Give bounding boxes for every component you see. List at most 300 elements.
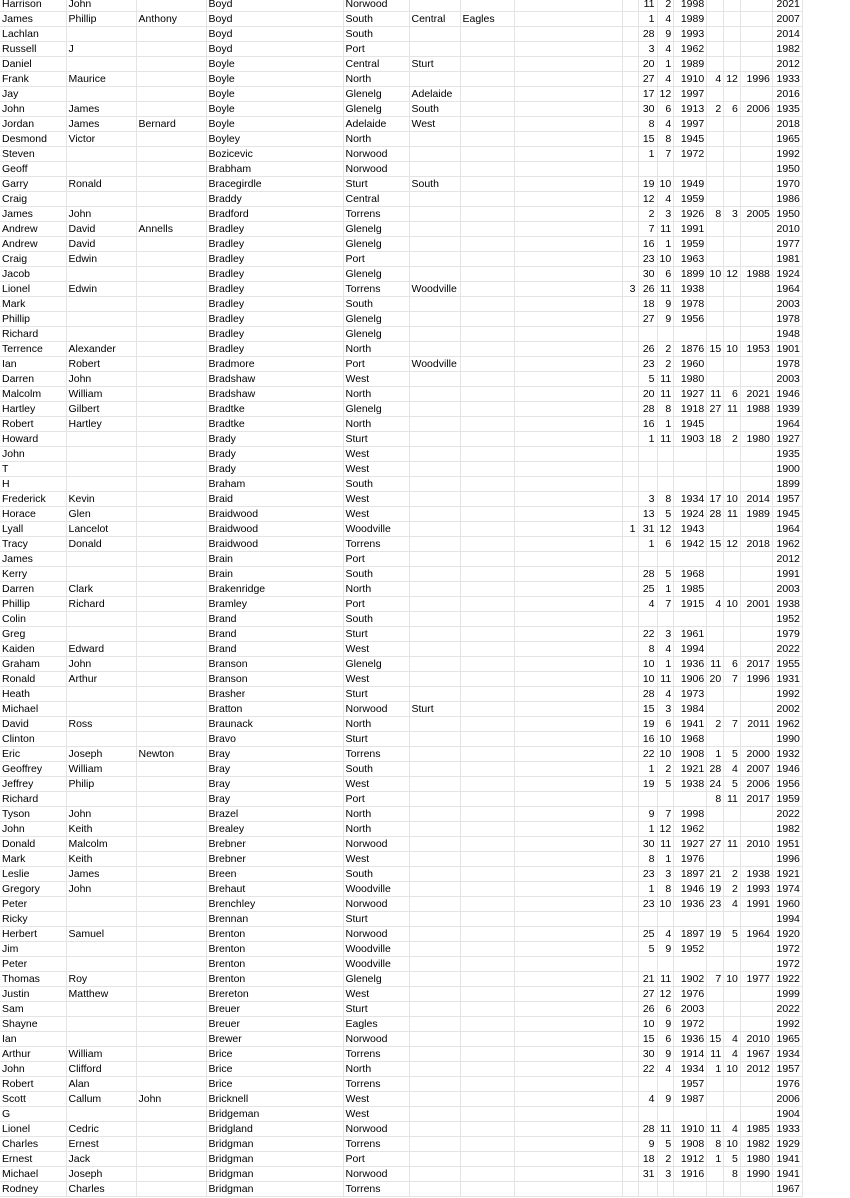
table-cell[interactable]: Bradley	[206, 327, 343, 342]
table-cell[interactable]	[460, 462, 514, 477]
table-cell[interactable]	[707, 942, 724, 957]
table-cell[interactable]	[136, 357, 206, 372]
table-cell[interactable]: 1991	[740, 897, 772, 912]
table-cell[interactable]: 19	[638, 177, 657, 192]
table-cell[interactable]: Sturt	[343, 687, 409, 702]
table-cell[interactable]: 2014	[772, 27, 802, 42]
table-cell[interactable]	[724, 447, 741, 462]
table-cell[interactable]: South	[343, 27, 409, 42]
table-cell[interactable]: 26	[638, 1002, 657, 1017]
table-cell[interactable]: 30	[638, 837, 657, 852]
table-cell[interactable]	[622, 1137, 638, 1152]
table-cell[interactable]: 1	[638, 822, 657, 837]
table-cell[interactable]	[622, 792, 638, 807]
table-cell[interactable]	[724, 987, 741, 1002]
table-cell[interactable]: 1980	[674, 372, 707, 387]
table-cell[interactable]: 1959	[674, 237, 707, 252]
table-cell[interactable]	[136, 162, 206, 177]
table-cell[interactable]	[460, 1092, 514, 1107]
table-cell[interactable]: Bradmore	[206, 357, 343, 372]
table-cell[interactable]: 12	[657, 822, 674, 837]
table-cell[interactable]: South	[343, 567, 409, 582]
table-cell[interactable]	[707, 57, 724, 72]
table-cell[interactable]: 1913	[674, 102, 707, 117]
table-cell[interactable]	[409, 0, 460, 12]
table-cell[interactable]	[622, 507, 638, 522]
table-cell[interactable]: 1910	[674, 1122, 707, 1137]
table-cell[interactable]: 7	[657, 807, 674, 822]
table-cell[interactable]: Bradtke	[206, 402, 343, 417]
table-cell[interactable]: Breuer	[206, 1002, 343, 1017]
table-cell[interactable]: Woodville	[409, 282, 460, 297]
table-cell[interactable]	[409, 657, 460, 672]
table-cell[interactable]: 2002	[772, 702, 802, 717]
table-cell[interactable]	[657, 1077, 674, 1092]
table-cell[interactable]: 1982	[772, 42, 802, 57]
table-cell[interactable]: Braunack	[206, 717, 343, 732]
table-cell[interactable]	[460, 222, 514, 237]
table-cell[interactable]: 2	[638, 207, 657, 222]
table-cell[interactable]: Bradley	[206, 297, 343, 312]
table-cell[interactable]: Bradley	[206, 267, 343, 282]
table-cell[interactable]	[707, 1092, 724, 1107]
table-cell[interactable]: 1996	[772, 852, 802, 867]
table-cell[interactable]	[622, 1122, 638, 1137]
table-cell[interactable]: 3	[657, 1167, 674, 1182]
table-cell[interactable]: Phillip	[0, 597, 66, 612]
table-cell[interactable]: Lionel	[0, 1122, 66, 1137]
table-cell[interactable]	[409, 462, 460, 477]
table-cell[interactable]	[409, 132, 460, 147]
table-cell[interactable]: 9	[657, 1017, 674, 1032]
table-cell[interactable]: 1941	[772, 1152, 802, 1167]
table-cell[interactable]	[136, 762, 206, 777]
table-cell[interactable]	[66, 57, 136, 72]
table-cell[interactable]	[460, 387, 514, 402]
table-cell[interactable]: North	[343, 582, 409, 597]
table-cell[interactable]	[136, 477, 206, 492]
table-cell[interactable]: 28	[638, 567, 657, 582]
table-cell[interactable]: 1941	[674, 717, 707, 732]
table-cell[interactable]	[136, 597, 206, 612]
table-cell[interactable]: 5	[657, 567, 674, 582]
table-cell[interactable]: Norwood	[343, 897, 409, 912]
table-cell[interactable]: Port	[343, 357, 409, 372]
table-cell[interactable]	[638, 1107, 657, 1122]
table-cell[interactable]	[136, 717, 206, 732]
table-cell[interactable]	[66, 192, 136, 207]
table-cell[interactable]: Eagles	[343, 1017, 409, 1032]
table-cell[interactable]	[66, 87, 136, 102]
table-cell[interactable]	[514, 972, 622, 987]
table-cell[interactable]: 4	[638, 597, 657, 612]
table-cell[interactable]: Phillip	[0, 312, 66, 327]
table-cell[interactable]: 1984	[674, 702, 707, 717]
table-cell[interactable]: Jordan	[0, 117, 66, 132]
table-cell[interactable]	[514, 102, 622, 117]
table-cell[interactable]: Edwin	[66, 282, 136, 297]
table-cell[interactable]: Malcolm	[66, 837, 136, 852]
table-cell[interactable]: 1993	[740, 882, 772, 897]
table-cell[interactable]: 24	[707, 777, 724, 792]
table-cell[interactable]: 1897	[674, 867, 707, 882]
table-cell[interactable]: 1998	[674, 807, 707, 822]
table-cell[interactable]: 4	[657, 642, 674, 657]
table-cell[interactable]: 1933	[772, 72, 802, 87]
table-cell[interactable]	[724, 87, 741, 102]
table-cell[interactable]: Glenelg	[343, 267, 409, 282]
table-cell[interactable]: 11	[657, 372, 674, 387]
table-cell[interactable]: Craig	[0, 252, 66, 267]
table-cell[interactable]: 10	[638, 1017, 657, 1032]
table-cell[interactable]	[460, 477, 514, 492]
table-cell[interactable]	[622, 552, 638, 567]
table-cell[interactable]	[460, 312, 514, 327]
table-cell[interactable]: West	[343, 642, 409, 657]
table-cell[interactable]	[674, 792, 707, 807]
table-cell[interactable]: 18	[638, 297, 657, 312]
table-cell[interactable]	[514, 117, 622, 132]
table-cell[interactable]	[460, 1002, 514, 1017]
table-cell[interactable]	[707, 12, 724, 27]
table-cell[interactable]	[136, 582, 206, 597]
table-cell[interactable]	[724, 42, 741, 57]
table-cell[interactable]: Kaiden	[0, 642, 66, 657]
table-cell[interactable]	[460, 1077, 514, 1092]
table-cell[interactable]	[409, 867, 460, 882]
table-cell[interactable]	[622, 0, 638, 12]
table-cell[interactable]	[514, 597, 622, 612]
table-cell[interactable]: 1997	[674, 87, 707, 102]
table-cell[interactable]	[460, 957, 514, 972]
table-cell[interactable]	[136, 462, 206, 477]
table-cell[interactable]	[460, 117, 514, 132]
table-cell[interactable]	[740, 582, 772, 597]
table-cell[interactable]: 1957	[674, 1077, 707, 1092]
table-cell[interactable]	[460, 807, 514, 822]
table-cell[interactable]	[657, 462, 674, 477]
table-cell[interactable]	[674, 162, 707, 177]
table-cell[interactable]	[740, 357, 772, 372]
table-cell[interactable]: Brakenridge	[206, 582, 343, 597]
table-cell[interactable]	[460, 147, 514, 162]
table-cell[interactable]	[136, 792, 206, 807]
table-cell[interactable]	[136, 492, 206, 507]
table-cell[interactable]: Jack	[66, 1152, 136, 1167]
table-cell[interactable]	[460, 417, 514, 432]
table-cell[interactable]: North	[343, 387, 409, 402]
table-cell[interactable]: 1952	[674, 942, 707, 957]
table-cell[interactable]: 26	[638, 282, 657, 297]
table-cell[interactable]	[460, 177, 514, 192]
table-cell[interactable]: Robert	[0, 1077, 66, 1092]
table-cell[interactable]: 1980	[740, 1152, 772, 1167]
table-cell[interactable]: 1921	[674, 762, 707, 777]
table-cell[interactable]: North	[343, 132, 409, 147]
table-cell[interactable]: 11	[657, 837, 674, 852]
table-cell[interactable]	[514, 582, 622, 597]
table-cell[interactable]: 1938	[772, 597, 802, 612]
table-cell[interactable]	[136, 1182, 206, 1197]
table-cell[interactable]: Torrens	[343, 282, 409, 297]
table-cell[interactable]	[409, 1152, 460, 1167]
table-cell[interactable]	[674, 327, 707, 342]
table-cell[interactable]: 9	[638, 807, 657, 822]
table-cell[interactable]	[136, 1122, 206, 1137]
table-cell[interactable]	[674, 1107, 707, 1122]
table-cell[interactable]: 2003	[772, 297, 802, 312]
table-cell[interactable]	[707, 552, 724, 567]
table-cell[interactable]: 1951	[772, 837, 802, 852]
table-cell[interactable]: John	[66, 0, 136, 12]
table-cell[interactable]: Sturt	[343, 1002, 409, 1017]
table-cell[interactable]: Harrison	[0, 0, 66, 12]
table-cell[interactable]	[622, 642, 638, 657]
table-cell[interactable]	[622, 807, 638, 822]
table-cell[interactable]	[136, 657, 206, 672]
table-cell[interactable]	[622, 1167, 638, 1182]
table-cell[interactable]: John	[66, 882, 136, 897]
table-cell[interactable]: 2006	[772, 1092, 802, 1107]
table-cell[interactable]	[136, 342, 206, 357]
table-cell[interactable]	[622, 102, 638, 117]
table-cell[interactable]	[724, 942, 741, 957]
table-cell[interactable]: 1945	[772, 507, 802, 522]
table-cell[interactable]	[460, 762, 514, 777]
table-cell[interactable]	[514, 657, 622, 672]
table-cell[interactable]	[724, 807, 741, 822]
table-cell[interactable]: Port	[343, 252, 409, 267]
table-cell[interactable]: Jim	[0, 942, 66, 957]
table-cell[interactable]	[674, 462, 707, 477]
table-cell[interactable]	[409, 987, 460, 1002]
table-cell[interactable]	[409, 1062, 460, 1077]
table-cell[interactable]	[409, 147, 460, 162]
table-cell[interactable]: 1967	[740, 1047, 772, 1062]
table-cell[interactable]: 30	[638, 267, 657, 282]
table-cell[interactable]	[622, 462, 638, 477]
table-cell[interactable]	[724, 552, 741, 567]
table-cell[interactable]: West	[343, 507, 409, 522]
table-cell[interactable]: Bray	[206, 747, 343, 762]
table-cell[interactable]: 1952	[772, 612, 802, 627]
table-cell[interactable]	[136, 987, 206, 1002]
table-cell[interactable]: 4	[657, 687, 674, 702]
table-cell[interactable]	[740, 567, 772, 582]
table-cell[interactable]: Norwood	[343, 162, 409, 177]
table-cell[interactable]	[136, 102, 206, 117]
table-cell[interactable]	[460, 642, 514, 657]
table-cell[interactable]	[66, 732, 136, 747]
table-cell[interactable]: 2006	[740, 102, 772, 117]
table-cell[interactable]: 4	[707, 72, 724, 87]
table-cell[interactable]: 1989	[740, 507, 772, 522]
table-cell[interactable]: 1989	[674, 12, 707, 27]
table-cell[interactable]	[740, 702, 772, 717]
table-cell[interactable]: Braidwood	[206, 507, 343, 522]
table-cell[interactable]	[514, 702, 622, 717]
table-cell[interactable]: 17	[638, 87, 657, 102]
table-cell[interactable]: 1	[707, 747, 724, 762]
table-cell[interactable]: Hartley	[0, 402, 66, 417]
table-cell[interactable]: 5	[657, 777, 674, 792]
table-cell[interactable]: 2022	[772, 1002, 802, 1017]
table-cell[interactable]	[460, 597, 514, 612]
table-cell[interactable]: 1963	[674, 252, 707, 267]
table-cell[interactable]: 31	[638, 522, 657, 537]
table-cell[interactable]	[66, 432, 136, 447]
table-cell[interactable]: John	[0, 822, 66, 837]
table-cell[interactable]	[740, 252, 772, 267]
table-cell[interactable]: 3	[638, 42, 657, 57]
table-cell[interactable]: William	[66, 1047, 136, 1062]
table-cell[interactable]	[638, 612, 657, 627]
table-cell[interactable]	[460, 492, 514, 507]
table-cell[interactable]	[707, 1017, 724, 1032]
table-cell[interactable]	[460, 1122, 514, 1137]
table-cell[interactable]	[707, 282, 724, 297]
table-cell[interactable]: 22	[638, 747, 657, 762]
table-cell[interactable]: 6	[657, 1002, 674, 1017]
table-cell[interactable]: West	[343, 987, 409, 1002]
table-cell[interactable]: West	[343, 372, 409, 387]
table-cell[interactable]	[136, 1062, 206, 1077]
table-cell[interactable]	[740, 987, 772, 1002]
table-cell[interactable]	[136, 1152, 206, 1167]
table-cell[interactable]	[707, 957, 724, 972]
table-cell[interactable]: Sturt	[409, 57, 460, 72]
table-cell[interactable]	[740, 297, 772, 312]
table-cell[interactable]	[136, 177, 206, 192]
table-cell[interactable]	[724, 567, 741, 582]
table-cell[interactable]	[622, 327, 638, 342]
table-cell[interactable]: 15	[638, 1032, 657, 1047]
table-cell[interactable]	[514, 897, 622, 912]
table-cell[interactable]	[460, 612, 514, 627]
table-cell[interactable]: 1962	[772, 717, 802, 732]
table-cell[interactable]	[622, 687, 638, 702]
table-cell[interactable]	[136, 942, 206, 957]
table-cell[interactable]: Boyle	[206, 117, 343, 132]
table-cell[interactable]	[740, 732, 772, 747]
table-cell[interactable]	[657, 477, 674, 492]
table-cell[interactable]: Richard	[0, 792, 66, 807]
table-cell[interactable]: Philip	[66, 777, 136, 792]
table-cell[interactable]: 1	[638, 882, 657, 897]
table-cell[interactable]: 1949	[674, 177, 707, 192]
table-cell[interactable]	[136, 882, 206, 897]
table-cell[interactable]	[460, 672, 514, 687]
table-cell[interactable]	[66, 267, 136, 282]
table-cell[interactable]: 1992	[772, 687, 802, 702]
table-cell[interactable]: West	[409, 117, 460, 132]
table-cell[interactable]: 1927	[674, 387, 707, 402]
table-cell[interactable]: Brenton	[206, 942, 343, 957]
table-cell[interactable]: 1897	[674, 927, 707, 942]
table-cell[interactable]	[409, 927, 460, 942]
table-cell[interactable]: Brasher	[206, 687, 343, 702]
table-cell[interactable]: 1	[638, 432, 657, 447]
table-cell[interactable]	[136, 252, 206, 267]
table-cell[interactable]: John	[136, 1092, 206, 1107]
table-cell[interactable]: Lyall	[0, 522, 66, 537]
table-cell[interactable]: 1987	[674, 1092, 707, 1107]
table-cell[interactable]	[136, 1032, 206, 1047]
table-cell[interactable]	[136, 1077, 206, 1092]
table-cell[interactable]	[622, 132, 638, 147]
table-cell[interactable]: 3	[657, 867, 674, 882]
table-cell[interactable]	[707, 987, 724, 1002]
table-cell[interactable]: 1970	[772, 177, 802, 192]
table-cell[interactable]	[136, 897, 206, 912]
table-cell[interactable]	[460, 42, 514, 57]
table-cell[interactable]	[514, 687, 622, 702]
table-cell[interactable]	[460, 852, 514, 867]
table-cell[interactable]	[514, 417, 622, 432]
table-cell[interactable]	[740, 942, 772, 957]
table-cell[interactable]: Norwood	[343, 1122, 409, 1137]
table-cell[interactable]: 1977	[740, 972, 772, 987]
table-cell[interactable]: 23	[638, 252, 657, 267]
table-cell[interactable]: Terrence	[0, 342, 66, 357]
table-cell[interactable]	[409, 447, 460, 462]
table-cell[interactable]	[622, 597, 638, 612]
table-cell[interactable]: 1990	[740, 1167, 772, 1182]
table-cell[interactable]	[707, 477, 724, 492]
table-cell[interactable]: Glenelg	[343, 87, 409, 102]
table-cell[interactable]	[514, 1002, 622, 1017]
table-cell[interactable]	[707, 312, 724, 327]
table-cell[interactable]	[674, 612, 707, 627]
table-cell[interactable]	[409, 507, 460, 522]
table-cell[interactable]	[514, 882, 622, 897]
table-cell[interactable]: Adelaide	[409, 87, 460, 102]
table-cell[interactable]	[460, 237, 514, 252]
table-cell[interactable]	[622, 252, 638, 267]
table-cell[interactable]	[514, 1017, 622, 1032]
table-cell[interactable]	[638, 792, 657, 807]
table-cell[interactable]: Frank	[0, 72, 66, 87]
table-cell[interactable]	[707, 1107, 724, 1122]
table-cell[interactable]: Tyson	[0, 807, 66, 822]
table-cell[interactable]: 3	[657, 627, 674, 642]
table-cell[interactable]: 1968	[674, 567, 707, 582]
table-cell[interactable]: James	[66, 867, 136, 882]
table-cell[interactable]: Robert	[66, 357, 136, 372]
table-cell[interactable]: Brice	[206, 1062, 343, 1077]
table-cell[interactable]	[409, 1167, 460, 1182]
table-cell[interactable]	[409, 1137, 460, 1152]
table-cell[interactable]: 1989	[674, 57, 707, 72]
table-cell[interactable]: 1914	[674, 1047, 707, 1062]
table-cell[interactable]: Brebner	[206, 837, 343, 852]
table-cell[interactable]: 1955	[772, 657, 802, 672]
table-cell[interactable]	[707, 702, 724, 717]
table-cell[interactable]	[622, 417, 638, 432]
table-cell[interactable]	[622, 1152, 638, 1167]
table-cell[interactable]: 1935	[772, 447, 802, 462]
table-cell[interactable]	[740, 0, 772, 12]
table-cell[interactable]	[460, 897, 514, 912]
table-cell[interactable]	[740, 642, 772, 657]
table-cell[interactable]: Sturt	[343, 732, 409, 747]
table-cell[interactable]	[622, 882, 638, 897]
table-cell[interactable]: 7	[707, 972, 724, 987]
table-cell[interactable]	[657, 162, 674, 177]
table-cell[interactable]: Woodville	[343, 522, 409, 537]
table-cell[interactable]: 1942	[674, 537, 707, 552]
table-cell[interactable]: 2	[707, 717, 724, 732]
